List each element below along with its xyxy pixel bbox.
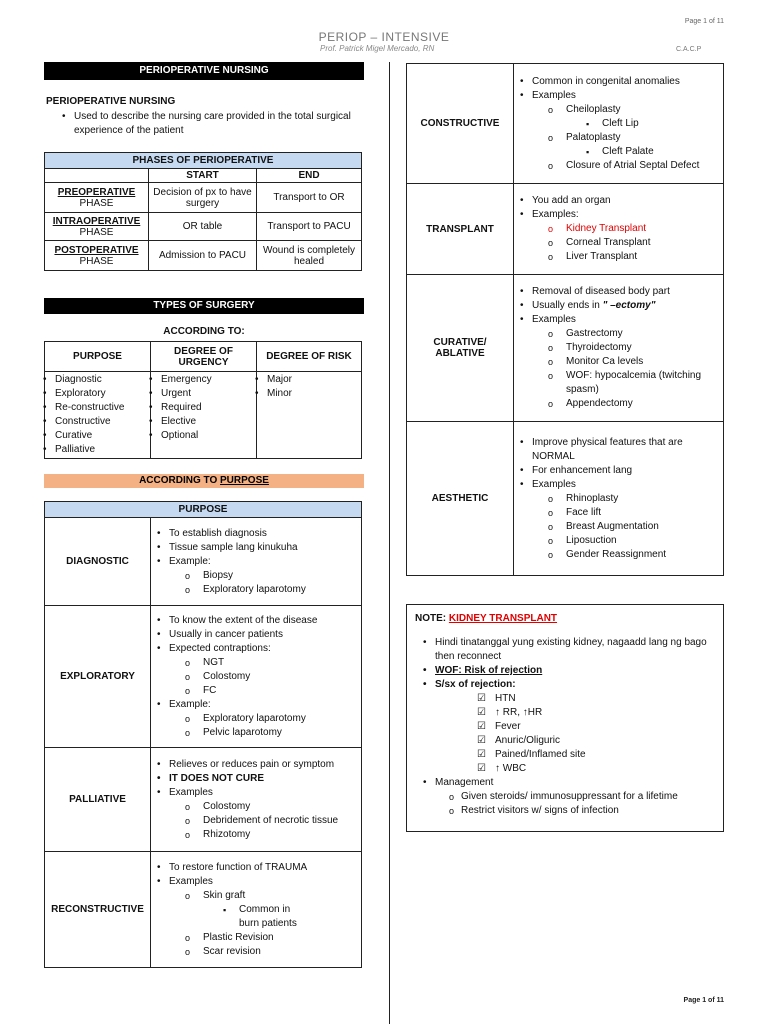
list-item: • Example: [151,555,361,569]
phase-name-cell [45,241,149,271]
list-item-text: Usually ends in [532,300,603,311]
according-word: PURPOSE [220,475,269,486]
phase-name: PREOPERATIVE [57,186,136,198]
list-item: • Re-constructive [37,401,150,415]
types-table [44,341,362,459]
list-item: • Examples [514,89,723,103]
type-name: DIAGNOSTIC [45,518,151,606]
list-item: • Management [417,776,715,790]
section-heading: PERIOPERATIVE NURSING [46,96,176,107]
sub-item: o Closure of Atrial Septal Defect [514,159,723,173]
sub-item: o Monitor Ca levels [514,355,723,369]
phases-table [44,152,362,271]
types-risk-cell [257,372,362,459]
type-name-line2: ABLATIVE [435,348,485,359]
sub-item: o Palatoplasty [514,131,723,145]
urgency-list [143,373,256,443]
section-bar-types: TYPES OF SURGERY [44,298,364,314]
list-item: • Curative [37,429,150,443]
phases-col-start: START [149,169,257,183]
sub-item: o Plastic Revision [151,931,361,945]
list-item: • Exploratory [37,387,150,401]
reconstructive-list [151,861,361,889]
phase-end: Transport to OR [257,183,362,213]
types-col-risk: DEGREE OF RISK [257,342,362,372]
list-item: • Emergency [143,373,256,387]
sub-item: o Skin graft [151,889,361,903]
phase-end: Wound is completely healed [257,241,362,271]
type-details-transplant [514,184,724,275]
types-col-purpose: PURPOSE [45,342,151,372]
type-name: CURATIVE/ [433,337,487,348]
sub-item: o Gastrectomy [514,327,723,341]
type-name: RECONSTRUCTIVE [45,852,151,968]
sub-item-highlight: o Kidney Transplant [514,222,723,236]
section-bar-perioperative: PERIOPERATIVE NURSING [44,62,364,80]
document-tag: C.A.C.P [676,46,702,53]
phase-name-cell [45,213,149,241]
sub-item: o NGT [151,656,361,670]
sub-item: o Colostomy [151,800,361,814]
list-item: • To establish diagnosis [151,527,361,541]
list-item [514,299,723,313]
checkbox-item: ☑ ↑ WBC [415,762,715,776]
sub-item: o Appendectomy [514,397,723,411]
list-item-emphasis: " –ectomy" [602,300,656,311]
sub-item: o Liver Transplant [514,250,723,264]
exploratory-list-2 [151,698,361,712]
sub-item: o Cheiloplasty [514,103,723,117]
list-item: • Improve physical features that are NORMAL [514,436,710,464]
list-item: • Urgent [143,387,256,401]
types-col-urgency: DEGREE OF URGENCY [151,342,257,372]
according-to-label: ACCORDING TO: [163,326,245,337]
checkbox-item: ☑ ↑ RR, ↑HR [415,706,715,720]
sub-item: o Colostomy [151,670,361,684]
checkbox-item: ☑ Anuric/Oliguric [415,734,715,748]
list-item: • Example: [151,698,361,712]
note-list-management [417,776,715,790]
list-item: • Constructive [37,415,150,429]
list-item: • Examples [151,786,361,800]
curative-list [514,285,723,327]
type-name: EXPLORATORY [45,606,151,748]
definition-bullet: • Used to describe the nursing care provided in the total surgical experience of the patient [56,110,356,138]
list-item: • To know the extent of the disease [151,614,361,628]
sub-item: o Liposuction [514,534,723,548]
phases-corner [45,169,149,183]
type-name: CONSTRUCTIVE [407,64,514,184]
checkbox-item: ☑ Pained/Inflamed site [415,748,715,762]
list-item: • Hindi tinatanggal yung existing kidney, nagaadd lang ng bago then reconnect [417,636,715,664]
phase-name: POSTOPERATIVE [54,244,139,256]
list-item: • S/sx of rejection: [417,678,715,692]
phase-label: PHASE [79,197,114,209]
sub-item: o Gender Reassignment [514,548,723,562]
phase-start: Decision of px to have surgery [149,183,257,213]
definition-list [56,110,356,138]
footer-page-number: Page 1 of 11 [683,997,724,1004]
sub-item: o Rhizotomy [151,828,361,842]
list-item: • For enhancement lang [514,464,710,478]
risk-list [249,373,361,401]
sub-item: o Exploratory laparotomy [151,712,361,726]
sub-item: o Scar revision [151,945,361,959]
column-divider [389,62,390,1024]
list-item: • IT DOES NOT CURE [151,772,361,786]
phase-label: PHASE [79,255,114,267]
type-name: TRANSPLANT [407,184,514,275]
list-item: • Minor [249,387,361,401]
diagnostic-list [151,527,361,569]
sub-item: o Pelvic laparotomy [151,726,361,740]
sub-item: o Corneal Transplant [514,236,723,250]
phase-name-cell [45,183,149,213]
sub-item: o Thyroidectomy [514,341,723,355]
purpose-table-title: PURPOSE [45,502,362,518]
type-details-palliative [151,748,362,852]
phase-label: PHASE [79,226,114,238]
types-urgency-cell [151,372,257,459]
type-details-diagnostic [151,518,362,606]
list-item: • Tissue sample lang kinukuha [151,541,361,555]
list-item: • To restore function of TRAUMA [151,861,361,875]
type-name-cell [407,275,514,422]
phases-col-end: END [257,169,362,183]
note-box [406,604,724,832]
list-item: • WOF: Risk of rejection [417,664,715,678]
types-purpose-cell [45,372,151,459]
sub-item: o FC [151,684,361,698]
sub-sub-item: ▪ Cleft Lip [514,117,723,131]
list-item: • Diagnostic [37,373,150,387]
sub-item: o Face lift [514,506,723,520]
document-title: PERIOP – INTENSIVE [318,30,450,44]
note-list [417,636,715,692]
note-label: NOTE: [415,613,449,624]
list-item: • Examples: [514,208,723,222]
transplant-list [514,194,723,222]
sub-sub-item: ▪ Cleft Palate [514,145,723,159]
sub-item: o Restrict visitors w/ signs of infection [415,804,715,818]
phase-name: INTRAOPERATIVE [52,215,141,227]
section-bar-according-purpose [44,474,364,488]
type-details-constructive [514,64,724,184]
list-item: • Usually in cancer patients [151,628,361,642]
sub-item: o Given steroids/ immunosuppressant for a lifetime [415,790,715,804]
type-details-aesthetic [514,422,724,576]
list-item: • Major [249,373,361,387]
sub-item: o Rhinoplasty [514,492,723,506]
according-prefix: ACCORDING TO [139,475,221,486]
list-item: • Removal of diseased body part [514,285,723,299]
list-item: • Expected contraptions: [151,642,361,656]
phase-start: OR table [149,213,257,241]
note-topic: KIDNEY TRANSPLANT [448,613,558,624]
list-item: • Required [143,401,256,415]
sub-item: o WOF: hypocalcemia (twitching spasm) [514,369,720,397]
aesthetic-list [514,436,710,492]
type-name: AESTHETIC [407,422,514,576]
sub-item: o Debridement of necrotic tissue [151,814,361,828]
sub-sub-item: ▪ Common in burn patients [151,903,311,931]
phase-start: Admission to PACU [149,241,257,271]
list-item: • Optional [143,429,256,443]
constructive-list [514,75,723,103]
type-name: PALLIATIVE [45,748,151,852]
checkbox-item: ☑ HTN [415,692,715,706]
list-item: • You add an organ [514,194,723,208]
purpose-table-continued [406,63,724,576]
note-heading [415,613,715,624]
list-item: • Palliative [37,443,150,457]
palliative-list [151,758,361,800]
purpose-list [37,373,150,457]
sub-item: o Breast Augmentation [514,520,723,534]
purpose-table [44,501,362,968]
header-page-number: Page 1 of 11 [684,18,724,25]
checkbox-item: ☑ Fever [415,720,715,734]
sub-item: o Biopsy [151,569,361,583]
list-item: • Common in congenital anomalies [514,75,723,89]
type-details-curative [514,275,724,422]
phase-end: Transport to PACU [257,213,362,241]
type-details-reconstructive [151,852,362,968]
sub-item: o Exploratory laparotomy [151,583,361,597]
list-item: • Examples [514,478,710,492]
list-item: • Elective [143,415,256,429]
phases-table-title: PHASES OF PERIOPERATIVE [45,153,362,169]
list-item: • Relieves or reduces pain or symptom [151,758,361,772]
list-item: • Examples [151,875,361,889]
list-item: • Examples [514,313,723,327]
type-details-exploratory [151,606,362,748]
document-author: Prof. Patrick Migel Mercado, RN [320,44,435,53]
exploratory-list [151,614,361,656]
